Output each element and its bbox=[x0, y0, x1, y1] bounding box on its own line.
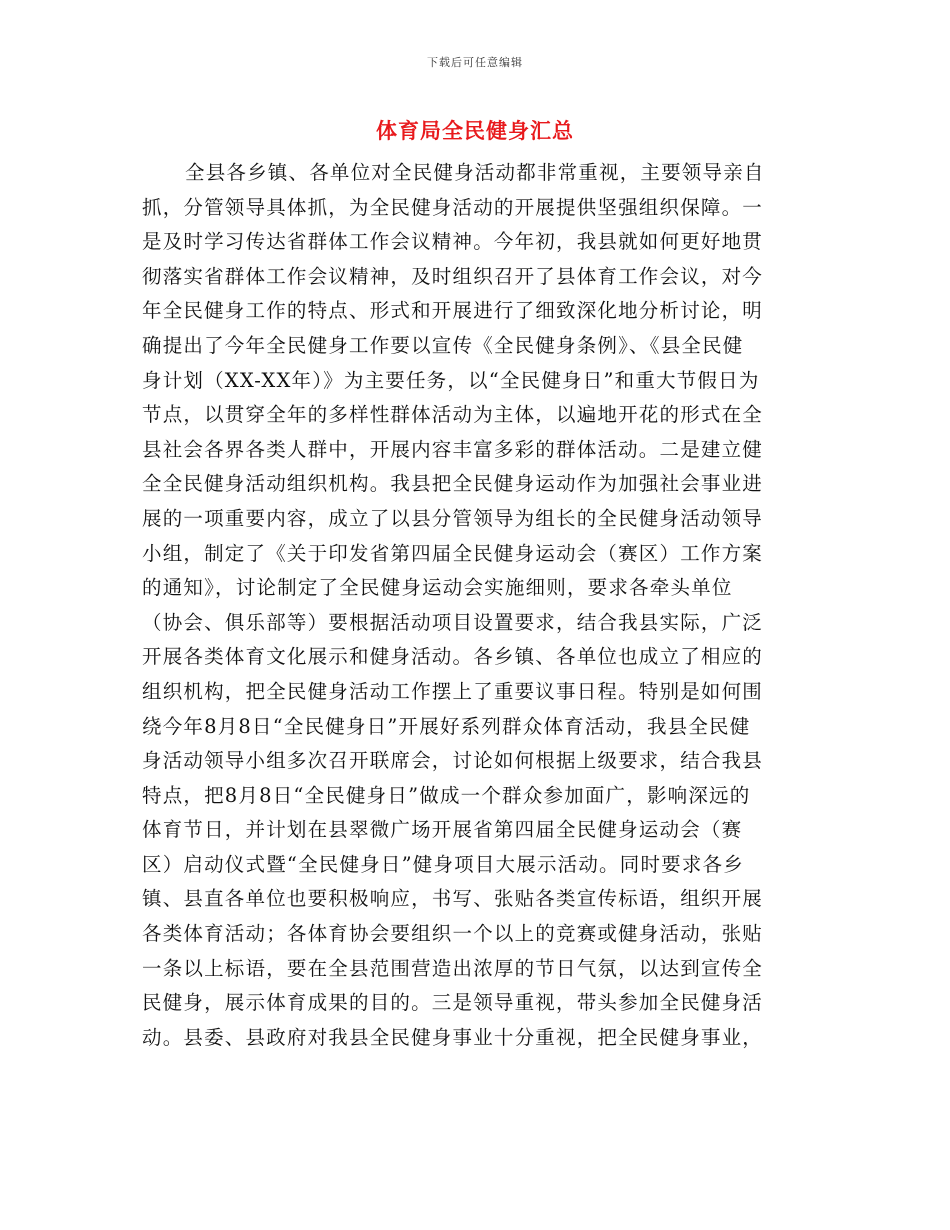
paragraph-line: 展的一项重要内容，成立了以县分管领导为组长的全民健身活动领导 bbox=[142, 506, 764, 530]
paragraph-line: 民健身，展示体育成果的目的。三是领导重视，带头参加全民健身活 bbox=[142, 991, 764, 1015]
paragraph-line: 全县各乡镇、各单位对全民健身活动都非常重视，主要领导亲自 bbox=[185, 161, 765, 184]
paragraph-line: 身计划（XX-XX年）》为主要任务，以“全民健身日”和重大节假日为 bbox=[142, 368, 760, 392]
paragraph-line: 县社会各界各类人群中，开展内容丰富多彩的群体活动。二是建立健 bbox=[142, 437, 764, 461]
paragraph-line: 节点，以贯穿全年的多样性群体活动为主体，以遍地开花的形式在全 bbox=[142, 403, 764, 427]
paragraph-line: 确提出了今年全民健身工作要以宣传《全民健身条例》、《县全民健 bbox=[142, 333, 744, 357]
page-header-note: 下载后可任意编辑 bbox=[427, 56, 523, 69]
paragraph-line: 一条以上标语，要在全县范围营造出浓厚的节日气氛，以达到宣传全 bbox=[142, 956, 764, 980]
paragraph-line: 体育节日，并计划在县翠微广场开展省第四届全民健身运动会（赛 bbox=[142, 818, 743, 842]
paragraph-line: 组织机构，把全民健身活动工作摆上了重要议事日程。特别是如何围 bbox=[142, 679, 764, 703]
paragraph-line: 区）启动仪式暨“全民健身日”健身项目大展示活动。同时要求各乡 bbox=[142, 852, 744, 876]
paragraph-line: 开展各类体育文化展示和健身活动。各乡镇、各单位也成立了相应的 bbox=[142, 645, 764, 669]
paragraph-line: 是及时学习传达省群体工作会议精神。今年初，我县就如何更好地贯 bbox=[142, 230, 764, 254]
paragraph-line: （协会、俱乐部等）要根据活动项目设置要求，结合我县实际，广泛 bbox=[142, 610, 764, 634]
paragraph-line: 绕今年8月8日“全民健身日”开展好系列群众体育活动，我县全民健 bbox=[142, 714, 751, 738]
paragraph-line: 身活动领导小组多次召开联席会，讨论如何根据上级要求，结合我县 bbox=[142, 749, 764, 773]
paragraph-line: 各类体育活动；各体育协会要组织一个以上的竞赛或健身活动，张贴 bbox=[142, 922, 764, 946]
paragraph-line: 彻落实省群体工作会议精神，及时组织召开了县体育工作会议，对今 bbox=[142, 264, 764, 288]
paragraph-line: 年全民健身工作的特点、形式和开展进行了细致深化地分析讨论，明 bbox=[142, 299, 764, 323]
paragraph-line: 的通知》，讨论制定了全民健身运动会实施细则，要求各牵头单位 bbox=[142, 576, 733, 600]
document-title: 体育局全民健身汇总 bbox=[376, 118, 574, 143]
paragraph-line: 动。县委、县政府对我县全民健身事业十分重视，把全民健身事业， bbox=[142, 1025, 764, 1049]
paragraph-line: 特点，把8月8日“全民健身日”做成一个群众参加面广，影响深远的 bbox=[142, 783, 751, 807]
paragraph-line: 抓，分管领导具体抓，为全民健身活动的开展提供坚强组织保障。一 bbox=[142, 195, 764, 219]
paragraph-line: 全全民健身活动组织机构。我县把全民健身运动作为加强社会事业进 bbox=[142, 472, 764, 496]
paragraph-line: 镇、县直各单位也要积极响应，书写、张贴各类宣传标语，组织开展 bbox=[142, 887, 764, 911]
body-paragraph bbox=[142, 156, 812, 1055]
paragraph-line: 小组，制定了《关于印发省第四届全民健身运动会（赛区）工作方案 bbox=[142, 541, 764, 565]
